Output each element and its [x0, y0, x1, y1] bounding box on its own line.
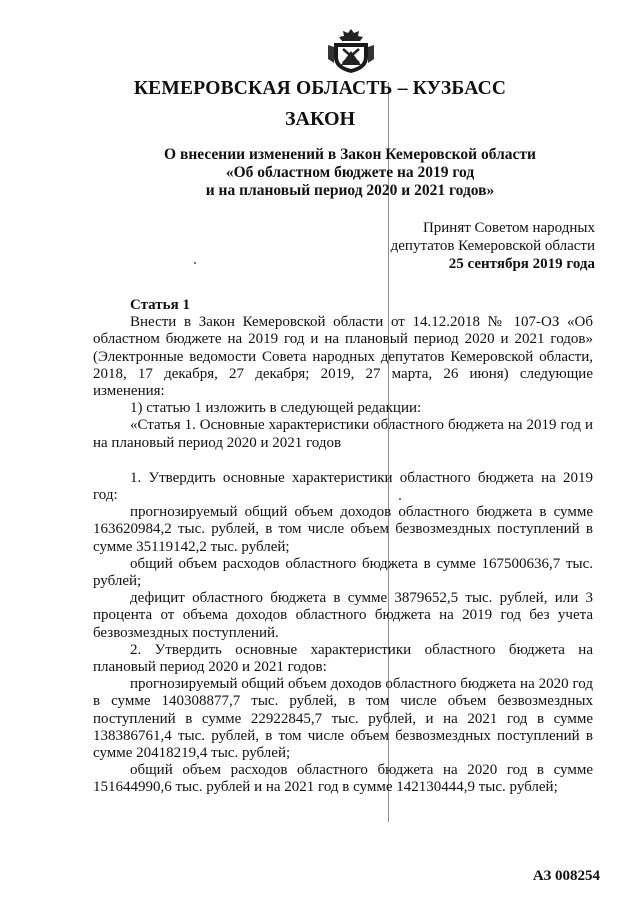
article-item: общий объем расходов областного бюджета на 2020 год в сумме 151644990,6 тыс. рублей и на 2021 год в сумме 142130444,9 тыс. рублей;: [93, 762, 593, 796]
article-heading: Статья 1: [130, 297, 190, 313]
article-paragraph: «Статья 1. Основные характеристики областного бюджета на 2019 год и на плановый период 2020 и 2021 годов: [93, 417, 593, 451]
article-item: прогнозируемый общий объем доходов областного бюджета в сумме 163620984,2 тыс. рублей, в том числе объем безвозмездных поступлений в сумме 35119142,2 тыс. рублей;: [93, 504, 593, 555]
article-item: дефицит областного бюджета в сумме 3879652,5 тыс. рублей, или 3 процента от объема доходов областного бюджета на 2019 год без учета безвозмездных поступлений.: [93, 590, 593, 641]
region-heading: КЕМЕРОВСКАЯ ОБЛАСТЬ – КУЗБАСС: [133, 78, 507, 99]
adoption-date: 25 сентября 2019 года: [448, 256, 595, 272]
law-title: [100, 146, 600, 200]
serial-number: АЗ 008254: [532, 868, 600, 884]
adoption-line: депутатов Кемеровской области: [390, 238, 595, 254]
article-paragraph: Внести в Закон Кемеровской области от 14.12.2018 № 107-ОЗ «Об областном бюджете на 2019 год и на плановый период 2020 и 2021 годов» (Электронные ведомости Совета народных депутатов Кемеровской области, 2018, 17 декабря, 27 декабря; 2019, 27 марта, 26 июня) следующие изменения:: [93, 314, 593, 400]
paragraph-gap: [93, 452, 593, 470]
article-body: [93, 297, 593, 797]
scan-speck: [194, 262, 196, 264]
law-title-line: О внесении изменений в Закон Кемеровской области: [164, 146, 536, 163]
document-type-heading: ЗАКОН: [284, 108, 356, 130]
article-item: 1. Утвердить основные характеристики областного бюджета на 2019 год:: [93, 469, 593, 504]
law-title-line: «Об областном бюджете на 2019 год: [225, 164, 475, 181]
coat-of-arms-icon: [326, 27, 376, 75]
law-title-line: и на плановый период 2020 и 2021 годов»: [205, 182, 495, 199]
article-item: общий объем расходов областного бюджета в сумме 167500636,7 тыс. рублей;: [93, 555, 593, 590]
adoption-line: Принят Советом народных: [422, 220, 595, 236]
article-item: прогнозируемый общий объем доходов областного бюджета на 2020 год в сумме 140308877,7 тыс. рублей, в том числе объем безвозмездных поступлений в сумме 22922845,7 тыс. рублей, и на 2021 год в сумме 138386761,4 тыс. рублей, в том числе объем безвозмездных поступлений в сумме 20418219,4 тыс. рублей;: [93, 676, 593, 762]
article-paragraph: 1) статью 1 изложить в следующей редакции:: [130, 400, 422, 417]
adoption-block: [335, 219, 595, 273]
article-item: 2. Утвердить основные характеристики областного бюджета на плановый период 2020 и 2021 годов:: [93, 641, 593, 676]
